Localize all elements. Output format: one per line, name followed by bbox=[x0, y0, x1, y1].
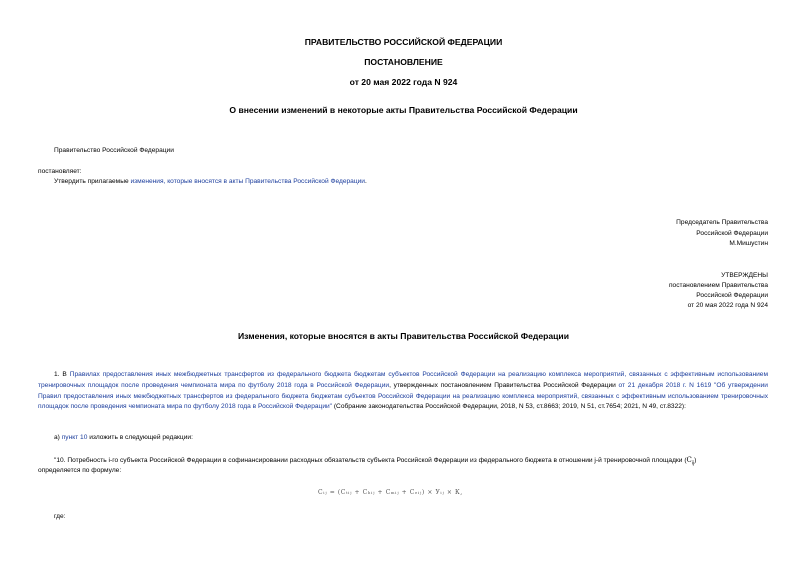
item-1-prefix: 1. В bbox=[54, 371, 70, 378]
point-10-close: ) bbox=[694, 457, 697, 464]
government-heading: ПРАВИТЕЛЬСТВО РОССИЙСКОЙ ФЕДЕРАЦИИ bbox=[304, 37, 503, 47]
point-10-link[interactable]: пункт 10 bbox=[61, 434, 88, 441]
where-label: где: bbox=[54, 513, 66, 520]
approve-changes-link[interactable]: изменения, которые вносятся в акты Правительства Российской Федерации bbox=[130, 178, 365, 185]
sub-a-suffix: изложить в следующей редакции: bbox=[87, 434, 193, 441]
approved-by: постановлением Правительства bbox=[668, 282, 768, 289]
item-1-mid: , утвержденных постановлением Правительства Российской Федерации bbox=[389, 381, 619, 389]
signature-country: Российской Федерации bbox=[696, 230, 768, 237]
sub-item-a bbox=[54, 433, 193, 443]
approve-suffix: . bbox=[364, 178, 367, 185]
preamble-approve-line bbox=[54, 177, 367, 187]
point-10-body: "10. Потребность i-го субъекта Российской Федерации в софинансировании расходных обязательств субъекта Российской Федерации из федерального бюджета в отношении j-й тренировочной площадки ( bbox=[54, 457, 687, 464]
signature-position: Председатель Правительства bbox=[676, 219, 768, 226]
signature-name: М.Мишустин bbox=[729, 240, 768, 247]
approved-date: от 20 мая 2022 года N 924 bbox=[687, 302, 768, 309]
point-10-text bbox=[54, 455, 696, 468]
item-1-paragraph bbox=[38, 370, 768, 413]
approve-prefix: Утвердить прилагаемые bbox=[54, 178, 131, 185]
cij-symbol: C bbox=[686, 456, 692, 464]
approved-country: Российской Федерации bbox=[696, 292, 768, 299]
cij-subscript: ij bbox=[691, 460, 695, 467]
rules-link[interactable]: Правилах предоставления иных межбюджетных трансфертов из федерального бюджета бюджетам субъектов Российской Федерации на реализацию комплекса мероприятий, связанных с эффективным использованием тренировочных площадок после проведения чемпионата мира по футболу 2018 года в Российской Федерации bbox=[38, 371, 769, 389]
approved-label: УТВЕРЖДЕНЫ bbox=[721, 272, 768, 279]
changes-title: Изменения, которые вносятся в акты Правительства Российской Федерации bbox=[237, 331, 569, 341]
document-title: О внесении изменений в некоторые акты Правительства Российской Федерации bbox=[229, 105, 578, 115]
resolution-1619-link[interactable]: от 21 декабря 2018 г. N 1619 "Об утверждении Правил предоставления иных межбюджетных трансфертов из федерального бюджета бюджетам субъектов Российской Федерации на реализацию комплекса мероприятий, связанных с эффективным использованием тренировочных площадок после проведения чемпионата мира по футболу 2018 года в Российской Федерации" bbox=[38, 381, 768, 411]
formula-image: Cᵢⱼ = (Сₜᵢⱼ + Сₕᵢⱼ + Сₘᵢⱼ + Сₑᵢⱼ) × Уᵢⱼ × К, bbox=[318, 489, 463, 496]
point-10-formula-intro: определяется по формуле: bbox=[38, 467, 122, 474]
item-1-suffix: (Собрание законодательства Российской Федерации, 2018, N 53, ст.8663; 2019, N 51, ст.7654; 2021, N 49, ст.8322): bbox=[332, 403, 686, 411]
doc-type-heading: ПОСТАНОВЛЕНИЕ bbox=[364, 57, 443, 67]
preamble-subject: Правительство Российской Федерации bbox=[54, 147, 174, 154]
sub-a-prefix: а) bbox=[54, 434, 62, 441]
date-number-heading: от 20 мая 2022 года N 924 bbox=[349, 77, 458, 87]
preamble-resolves: постановляет: bbox=[38, 168, 82, 175]
